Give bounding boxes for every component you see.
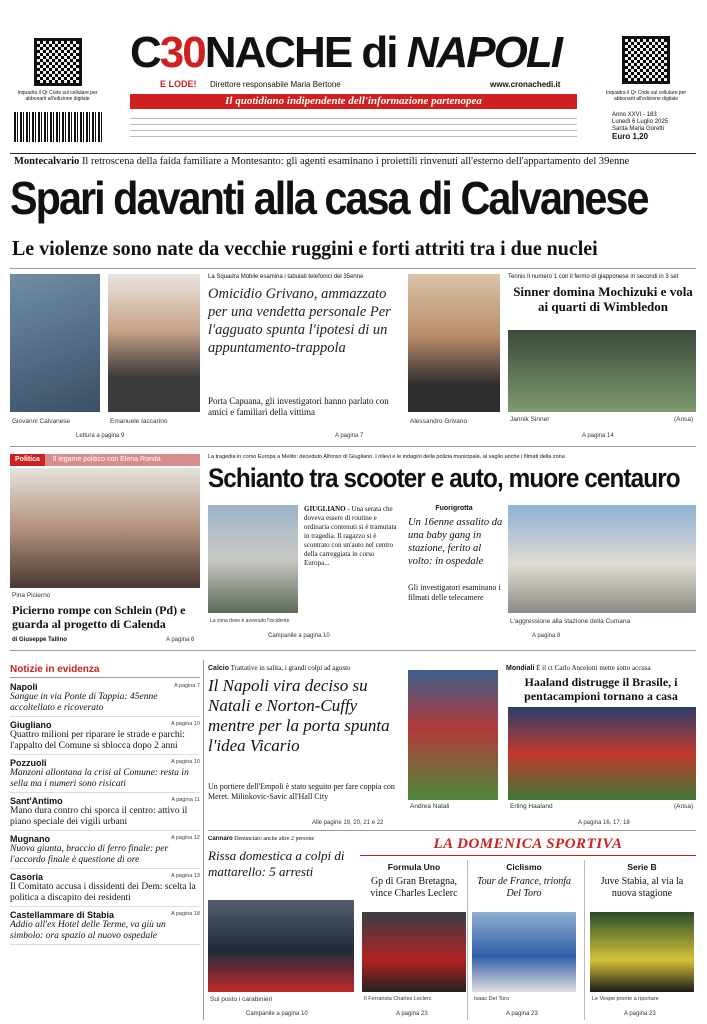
list-item[interactable]	[10, 834, 200, 869]
sinner-headline[interactable]: Sinner domina Mochizuki e vola ai quarti di Wimbledon	[513, 284, 693, 314]
caption-iaccarino: Emanuele Iaccarino	[110, 418, 168, 425]
list-item[interactable]	[10, 682, 200, 717]
rissa-kicker: Carinaro Denunciato anche altre 2 persone	[208, 836, 315, 842]
notizie-title: Notizie in evidenza	[10, 664, 200, 678]
list-item[interactable]	[10, 910, 200, 945]
caption-haaland: Erling Haaland	[510, 803, 553, 810]
barcode	[14, 112, 102, 142]
list-item-text: Mano dura contro chi sporca il centro: attivo il piano speciale dei vigili urbani	[10, 806, 188, 827]
list-item-city: Castellammare di Stabia	[10, 910, 115, 920]
list-item-city: Napoli	[10, 682, 38, 692]
list-item-city: Pozzuoli	[10, 758, 47, 768]
qr-code-left[interactable]	[34, 38, 82, 86]
lead-ref[interactable]: Lettura a pagina 9	[76, 433, 125, 439]
masthead-address-lines	[130, 113, 577, 139]
sinner-ref[interactable]: A pagina 14	[582, 433, 614, 439]
credit-haaland: (Ansa)	[674, 803, 694, 810]
sportiva-headline[interactable]: Gp di Gran Bretagna, vince Charles Leclerc	[370, 876, 458, 899]
list-item-text: Addio all'ex Hotel delle Terme, va giù un simbolo: ora spazio al nuovo ospedale	[10, 920, 166, 941]
politica-ref[interactable]: A pagina 6	[166, 637, 195, 643]
list-item[interactable]	[10, 872, 200, 907]
qr-code-right[interactable]	[622, 36, 670, 84]
grivano-kicker: La Squadra Mobile esamina i tabulati telefonici del 35enne	[208, 274, 364, 280]
sportiva-tag: Formula Uno	[387, 862, 441, 872]
caption-grivano: Alessandro Grivano	[410, 418, 468, 425]
list-item-ref: A pagina 11	[171, 797, 200, 803]
schianto-body: GIUGLIANO - Una serata che doveva essere di routine e ordinaria contenuti si è tramutata in tragedia. Il ragazzo si è scontrato con un'auto nel centro della carreggiata in corso Europa...	[304, 505, 397, 567]
napoli-body: Un portiere dell'Empoli è stato seguito per fare coppia con Meret. Milinkovic-Savic all'Hall City	[208, 782, 395, 801]
sportiva-title: LA DOMENICA SPORTIVA	[360, 836, 696, 856]
list-item[interactable]	[10, 796, 200, 831]
photo-grivano[interactable]	[408, 274, 500, 412]
lead-subhead: Le violenze sono nate da vecchie ruggini e forti attriti tra i due nuclei	[12, 236, 598, 260]
photo-sinner[interactable]	[508, 330, 696, 412]
sportiva-caption: Il Ferrarista Charles Leclerc	[364, 996, 432, 1002]
photo-natali[interactable]	[408, 670, 498, 800]
list-item-ref: A pagina 18	[170, 911, 200, 917]
sportiva-ref[interactable]: A pagina 23	[396, 1011, 428, 1017]
mondiali-ref[interactable]: A pagina 16, 17, 18	[578, 820, 630, 826]
grivano-headline[interactable]: Omicidio Grivano, ammazzato per una vendetta personale Per l'agguato spunta l'ipotesi di un appuntamento-trappola	[208, 286, 391, 356]
fuorigrotta-headline[interactable]: Un 16enne assalito da una baby gang in stazione, ferito al volto: in ospedale	[408, 517, 503, 567]
caption-stazione: L'aggressione alla stazione della Cumana	[510, 618, 631, 625]
masthead-director: Direttore responsabile Maria Bertone	[210, 80, 341, 89]
napoli-kicker: Calcio Trattative in salita, i grandi colpi ad agosto	[208, 664, 351, 672]
photo-haaland[interactable]	[508, 707, 696, 800]
sportiva-ref[interactable]: A pagina 23	[624, 1011, 656, 1017]
lead-kicker: Montecalvario Il retroscena della faida familiare a Montesanto: gli agenti esaminano i proiettili rinvenuti all'esterno dell'appartamento del 39enne	[14, 156, 630, 167]
caption-picierno: Pina Picierno	[12, 592, 51, 599]
mondiali-kicker: Mondiali È il ct Carlo Ancelotti mette sotto accusa	[506, 664, 651, 672]
schianto-headline[interactable]: Schianto tra scooter e auto, muore centauro	[208, 463, 680, 493]
masthead	[0, 0, 707, 150]
napoli-headline[interactable]: Il Napoli vira deciso su Natali e Norton-Cuffy mentre per la porta spunta l'idea Vicario	[208, 676, 390, 755]
napoli-ref[interactable]: Alle pagine 19, 20, 21 e 22	[312, 820, 384, 826]
fuorigrotta-body: Gli investigatori esaminano i filmati delle telecamere	[408, 583, 501, 602]
list-item-text: Quattro milioni per riparare le strade e parchi: l'appalto del Comune si sblocca dopo 2 anni	[10, 730, 185, 751]
list-item-ref: A pagina 7	[174, 683, 200, 689]
list-item-ref: A pagina 12	[170, 835, 200, 841]
photo-stazione[interactable]	[508, 505, 696, 613]
stazione-ref[interactable]: A pagina 8	[532, 633, 561, 639]
caption-carabinieri: Sul posto i carabinieri	[210, 996, 273, 1003]
sportiva-headline[interactable]: Tour de France, trionfa Del Toro	[476, 876, 572, 899]
mondiali-headline[interactable]: Haaland distrugge il Brasile, i pentacampioni tornano a casa	[524, 675, 678, 703]
list-item-ref: A pagina 13	[170, 873, 200, 879]
masthead-website[interactable]: www.cronachedi.it	[490, 80, 561, 89]
caption-natali: Andrea Natali	[410, 803, 450, 810]
schianto-ref[interactable]: Campanile a pagina 10	[268, 633, 330, 639]
list-item-city: Casoria	[10, 872, 44, 882]
photo-calvanese[interactable]	[10, 274, 100, 412]
politica-author: di Giuseppe Tallino	[12, 637, 67, 643]
sportiva-tag: Ciclismo	[506, 862, 542, 872]
list-item-city: Sant'Antimo	[10, 796, 63, 806]
list-item-ref: A pagina 10	[170, 759, 200, 765]
list-item[interactable]	[10, 720, 200, 755]
qr-text-right: Inquadra il Qr Code sul cellulare per abbonarti all'edizione digitale	[605, 90, 687, 102]
schianto-kicker: La tragedia in corso Europa a Melito: deceduto Alfonso di Giugliano. I rilievi e le indagini della polizia municipale, al vaglio anche i filmati della zona	[208, 454, 565, 460]
masthead-lodi: E LODE!	[160, 79, 197, 89]
list-item-city: Mugnano	[10, 834, 50, 844]
list-item[interactable]	[10, 758, 200, 793]
politica-headline[interactable]: Picierno rompe con Schlein (Pd) e guarda al progetto di Calenda	[12, 603, 186, 631]
sportiva-photo[interactable]	[362, 912, 466, 992]
credit-sinner: (Ansa)	[674, 416, 694, 423]
list-item-ref: A pagina 10	[170, 721, 200, 727]
photo-picierno[interactable]	[10, 468, 200, 588]
sportiva-caption: Isaac Del Toro	[474, 996, 510, 1002]
rissa-ref[interactable]: Campanile a pagina 10	[246, 1011, 308, 1017]
photo-iaccarino[interactable]	[108, 274, 200, 412]
masthead-title: C30NACHE di NAPOLI	[130, 28, 561, 77]
fuorigrotta-tag: Fuorigrotta	[435, 505, 473, 512]
photo-schianto[interactable]	[208, 505, 298, 613]
photo-carabinieri[interactable]	[208, 900, 354, 992]
grivano-ref[interactable]: A pagina 7	[335, 433, 364, 439]
caption-calvanese: Giovanni Calvanese	[12, 418, 71, 425]
politica-header: Politica Il legame politico con Elena Ronda	[10, 454, 200, 466]
list-item-text: Nuova giunta, braccio di ferro finale: per l'accordo finale è questione di ore	[10, 844, 169, 865]
notizie-list	[10, 682, 200, 945]
masthead-tagline: Il quotidiano indipendente dell'informazione partenopea	[130, 94, 577, 109]
list-item-text: Manzoni allontana la crisi al Comune: resta in sella ma i numeri sono risicati	[10, 768, 189, 789]
caption-schianto: La zona dove è avvenuto l'incidente	[210, 618, 290, 624]
qr-text-left: Inquadra il Qr Code sul cellulare per abbonarti all'edizione digitale	[17, 90, 98, 102]
issue-info: Anno XXVI - 183 Lunedì 6 Luglio 2025 Santa Maria Goretti Euro 1,20	[612, 112, 669, 141]
sportiva-ref[interactable]: A pagina 23	[506, 1011, 538, 1017]
sportiva-photo[interactable]	[472, 912, 576, 992]
sportiva-caption: Le Vespe pronte a riportare	[592, 996, 659, 1002]
list-item-text: Sangue in via Ponte di Tappia: 45enne accoltellato e ricoverato	[10, 692, 158, 713]
sportiva-headline[interactable]: Juve Stabia, al via la nuova stagione	[600, 876, 684, 899]
sportiva-photo[interactable]	[590, 912, 694, 992]
lead-headline[interactable]: Spari davanti alla casa di Calvanese	[10, 172, 648, 224]
list-item-text: Il Comitato accusa i dissidenti dei Dem: scelta la politica a discapito dei residenti	[10, 882, 196, 903]
sinner-kicker: Tennis Il numero 1 con il fermo di giapponese in secondi in 3 set	[508, 274, 679, 280]
notizie-section	[10, 664, 200, 1020]
sportiva-tag: Serie B	[627, 862, 657, 872]
list-item-city: Giugliano	[10, 720, 52, 730]
caption-sinner: Jannik Sinner	[510, 416, 550, 423]
rissa-headline[interactable]: Rissa domestica a colpi di mattarello: 5 arresti	[208, 848, 345, 879]
grivano-body: Porta Capuana, gli investigatori hanno parlato con amici e familiari della vittima	[208, 396, 389, 417]
